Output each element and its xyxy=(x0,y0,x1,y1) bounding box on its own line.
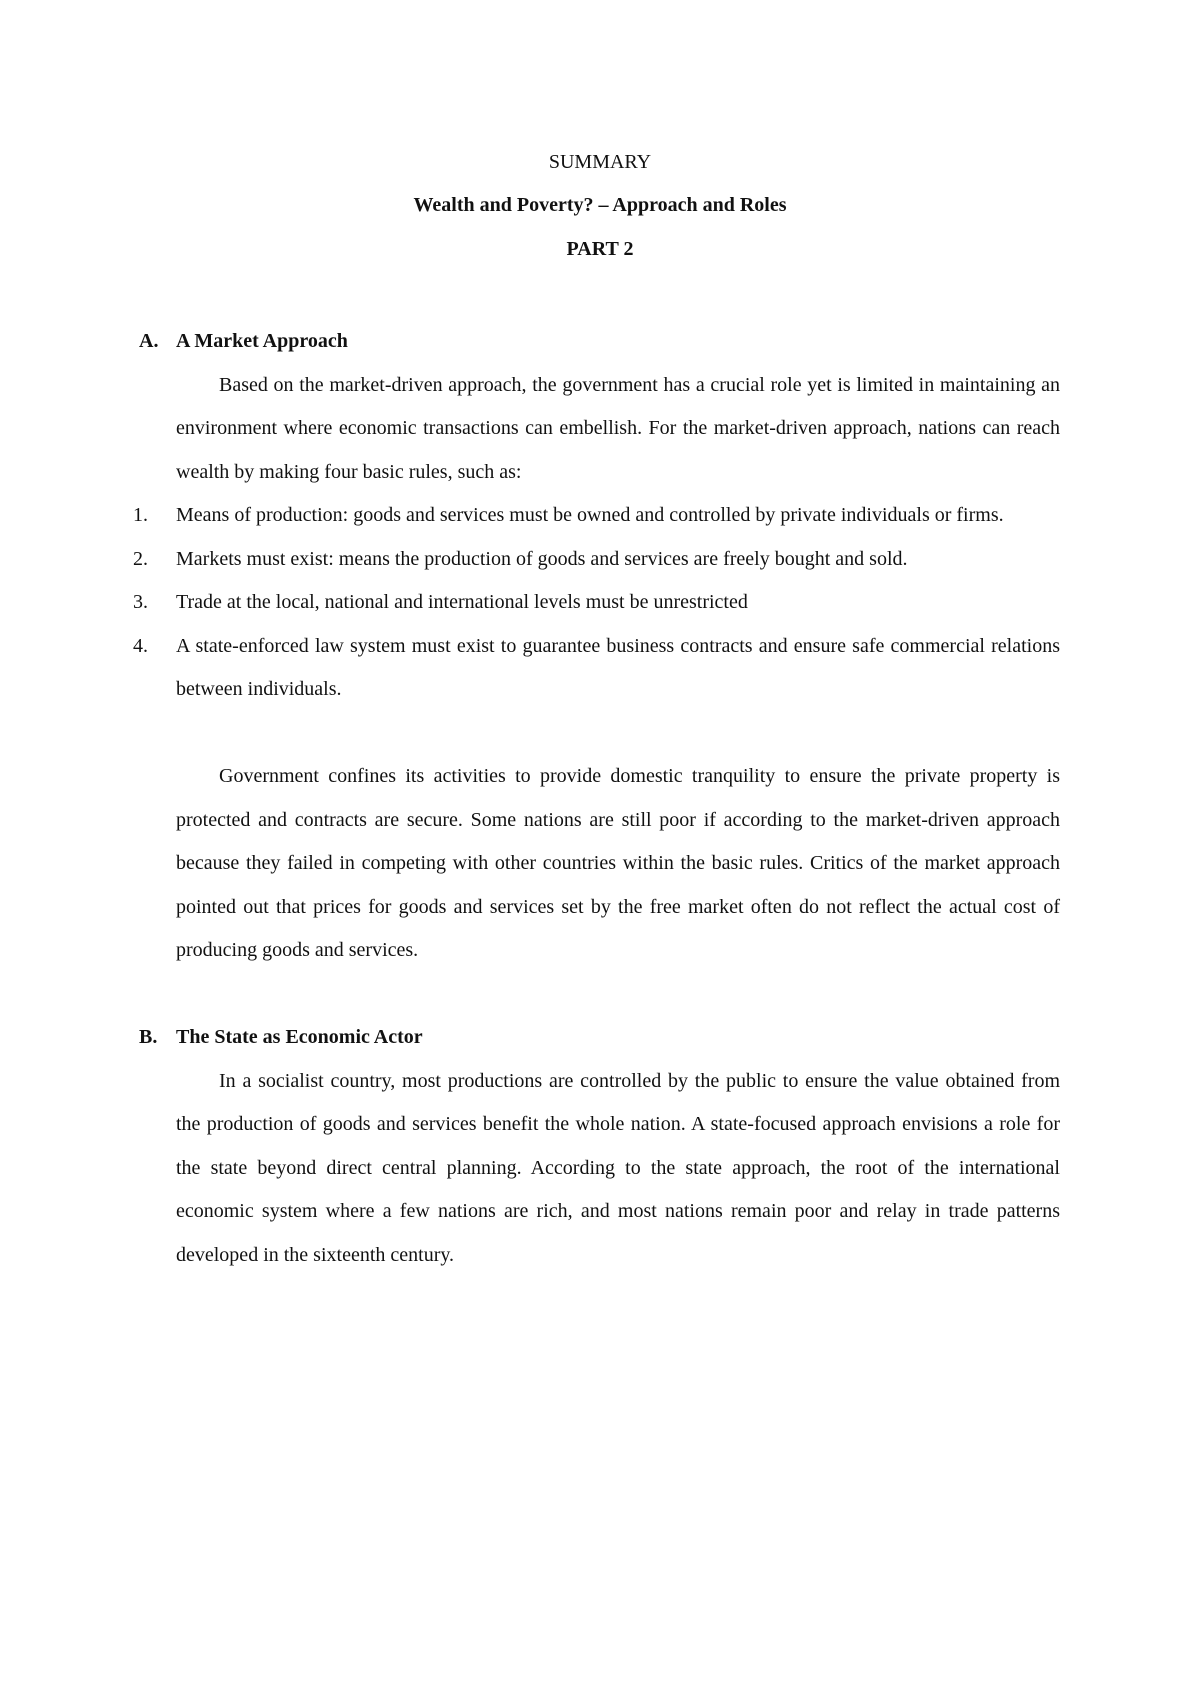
list-item xyxy=(133,538,1060,582)
section-a-letter: A. xyxy=(139,330,159,352)
list-item xyxy=(133,494,1060,538)
section-a-body-continued xyxy=(139,755,1060,973)
list-item-text: Means of production: goods and services must be owned and controlled by private individuals or firms. xyxy=(176,504,1004,526)
document-part-label: PART 2 xyxy=(566,238,634,260)
list-item-text: Markets must exist: means the production of goods and services are freely bought and sold. xyxy=(176,547,908,570)
basic-rules-list xyxy=(133,494,1060,712)
section-b-title: The State as Economic Actor xyxy=(176,1026,423,1048)
document-subtitle: Wealth and Poverty? – Approach and Roles xyxy=(413,194,787,216)
section-spacer xyxy=(139,973,1060,1017)
section-a-title: A Market Approach xyxy=(176,330,348,352)
list-item-text: A state-enforced law system must exist to guarantee business contracts and ensure safe commercial relations between individuals. xyxy=(176,634,1060,700)
document-body xyxy=(133,320,1060,1277)
section-b-heading xyxy=(139,1016,1060,1060)
section-b-body xyxy=(139,1060,1060,1278)
list-item-number: 4. xyxy=(133,634,148,657)
list-item-text: Trade at the local, national and international levels must be unrestricted xyxy=(176,591,748,613)
list-item-number: 3. xyxy=(133,591,148,613)
section-a-body xyxy=(139,364,1060,495)
section-b-paragraph: In a socialist country, most productions are controlled by the public to ensure the value obtained from the production of goods and services benefit the whole nation. A state-focused approach envisions a role for the state beyond direct central planning. According to the state approach, the root of the international economic system where a few nations are rich, and most nations remain poor and relay in trade patterns developed in the sixteenth century. xyxy=(176,1069,1060,1266)
list-item xyxy=(133,581,1060,625)
list-item xyxy=(133,625,1060,712)
paragraph-spacer xyxy=(139,712,1060,756)
section-a-heading xyxy=(139,320,1060,364)
section-a-paragraph: Based on the market-driven approach, the government has a crucial role yet is limited in maintaining an environment where economic transactions can embellish. For the market-driven approach, nations can reach wealth by making four basic rules, such as: xyxy=(176,373,1060,483)
section-b-letter: B. xyxy=(139,1026,158,1048)
list-item-number: 2. xyxy=(133,547,148,570)
document-title: SUMMARY xyxy=(548,151,652,173)
section-a-closing-paragraph: Government confines its activities to provide domestic tranquility to ensure the private property is protected and contracts are secure. Some nations are still poor if according to the market-driven approach because they failed in competing with other countries within the basic rules. Critics of the market approach pointed out that prices for goods and services set by the free market often do not reflect the actual cost of producing goods and services. xyxy=(176,765,1060,961)
list-item-number: 1. xyxy=(133,504,148,526)
